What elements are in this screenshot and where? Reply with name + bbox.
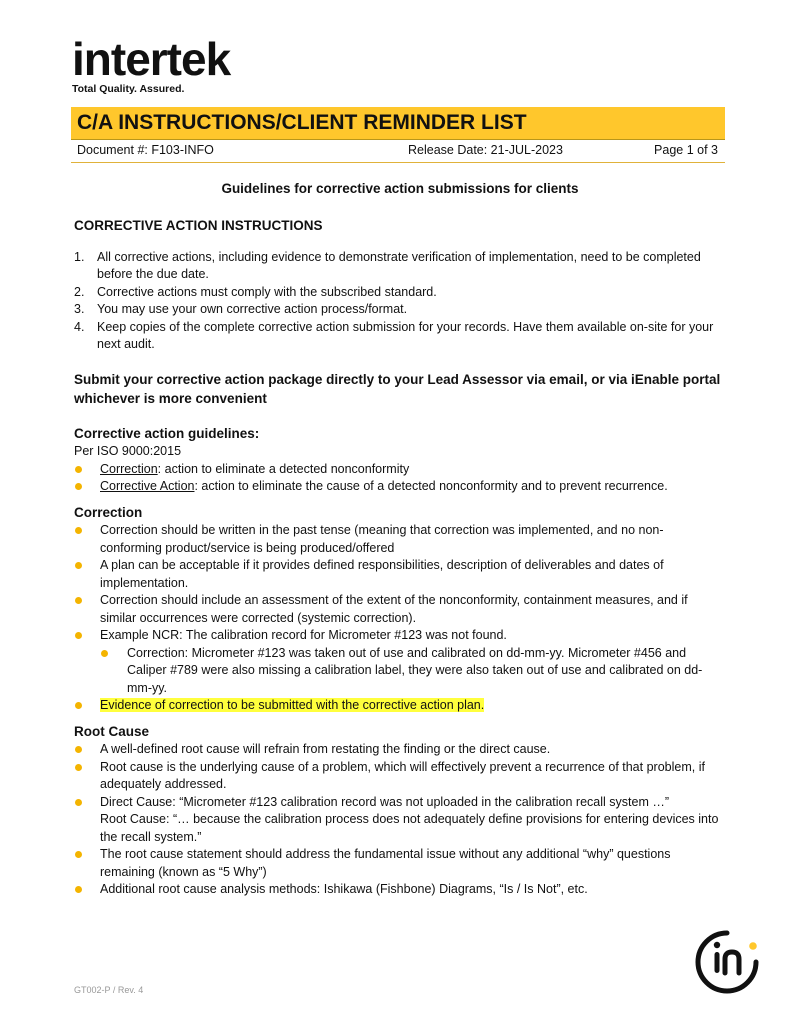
logo-wordmark: intertek xyxy=(72,33,231,85)
correction-item: A plan can be acceptable if it provides defined responsibilities, description of deliverables and dates of implementation. xyxy=(74,557,724,592)
definition-item: Correction: action to eliminate a detected nonconformity xyxy=(74,461,724,479)
instructions-list xyxy=(74,249,724,354)
definition-item: Corrective Action: action to eliminate the cause of a detected nonconformity and to prevent recurrence. xyxy=(74,478,724,496)
document-info-row xyxy=(71,140,725,163)
bullet-icon xyxy=(75,746,82,753)
release-date: Release Date: 21-JUL-2023 xyxy=(408,143,563,157)
root-cause-item: Root cause is the underlying cause of a problem, which will effectively prevent a recurrence of that problem, if adequately addressed. xyxy=(74,759,724,794)
root-cause-item: Additional root cause analysis methods: Ishikawa (Fishbone) Diagrams, “Is / Is Not”, etc. xyxy=(74,881,724,899)
highlighted-text: Evidence of correction to be submitted with the corrective action plan. xyxy=(100,698,485,712)
bullet-icon xyxy=(75,632,82,639)
bullet-icon xyxy=(75,466,82,473)
logo-tagline: Total Quality. Assured. xyxy=(72,83,185,95)
title-bar xyxy=(71,107,725,140)
correction-item: Example NCR: The calibration record for Micrometer #123 was not found. Correction: Micrometer #123 was taken out of use and calibrated on dd-mm-yy. Micrometer #456 and Caliper #789 were also missing a calibration label, they were also taken out of use and calibrated on dd-mm-yy. xyxy=(74,627,724,697)
bullet-icon xyxy=(75,799,82,806)
bullet-icon xyxy=(101,650,108,657)
document-body xyxy=(74,217,724,899)
correction-subitem: Correction: Micrometer #123 was taken out of use and calibrated on dd-mm-yy. Micrometer #456 and Caliper #789 were also missing a calibration label, they were also taken out of use and calibrated on dd-mm-yy. xyxy=(100,645,724,698)
instruction-item: 2. Corrective actions must comply with the subscribed standard. xyxy=(74,284,437,299)
instruction-item: 3. You may use your own corrective action process/format. xyxy=(74,302,408,316)
instructions-heading: CORRECTIVE ACTION INSTRUCTIONS xyxy=(74,218,323,233)
document-title: C/A INSTRUCTIONS/CLIENT REMINDER LIST xyxy=(77,111,527,134)
correction-item-highlighted xyxy=(74,697,724,715)
intertek-logo xyxy=(72,33,231,95)
instruction-item: 4. Keep copies of the complete corrective action submission for your records. Have them available on-site for your next audit. xyxy=(74,319,714,351)
bullet-icon xyxy=(75,562,82,569)
submit-note: Submit your corrective action package directly to your Lead Assessor via email, or via iEnable portal whichever is more convenient xyxy=(74,371,721,406)
bullet-icon xyxy=(75,702,82,709)
root-cause-heading: Root Cause xyxy=(74,723,150,739)
definitions-list xyxy=(74,461,724,496)
page-number: Page 1 of 3 xyxy=(654,143,718,157)
intertek-in-icon xyxy=(694,929,760,995)
root-cause-item: Direct Cause: “Micrometer #123 calibration record was not uploaded in the calibration recall system …” Root Cause: “… because the calibration process does not adequately define provisions for entering devices into the recall system.” xyxy=(74,794,724,847)
instruction-item: 1. All corrective actions, including evidence to demonstrate verification of implementation, need to be completed before the due date. xyxy=(74,249,701,281)
bullet-icon xyxy=(75,764,82,771)
correction-sublist xyxy=(100,645,724,698)
bullet-icon xyxy=(75,886,82,893)
root-cause-item: A well-defined root cause will refrain from restating the finding or the direct cause. xyxy=(74,741,724,759)
correction-item: Correction should be written in the past tense (meaning that correction was implemented, and no non-conforming product/service is being produced/offered xyxy=(74,522,724,557)
bullet-icon xyxy=(75,851,82,858)
guidelines-heading: Corrective action guidelines: xyxy=(74,425,260,441)
root-cause-list xyxy=(74,741,724,899)
correction-item: Correction should include an assessment of the extent of the nonconformity, containment measures, and if similar occurrences were corrected (systemic correction). xyxy=(74,592,724,627)
bullet-icon xyxy=(75,483,82,490)
document-subtitle: Guidelines for corrective action submissions for clients xyxy=(221,181,579,196)
correction-heading: Correction xyxy=(74,504,143,520)
form-revision-footer: GT002-P / Rev. 4 xyxy=(74,985,144,995)
bullet-icon xyxy=(75,597,82,604)
iso-reference: Per ISO 9000:2015 xyxy=(74,444,182,458)
document-number: Document #: F103-INFO xyxy=(77,143,214,157)
bullet-icon xyxy=(75,527,82,534)
correction-list xyxy=(74,522,724,715)
root-cause-item: The root cause statement should address the fundamental issue without any additional “why” questions remaining (known as “5 Why”) xyxy=(74,846,724,881)
